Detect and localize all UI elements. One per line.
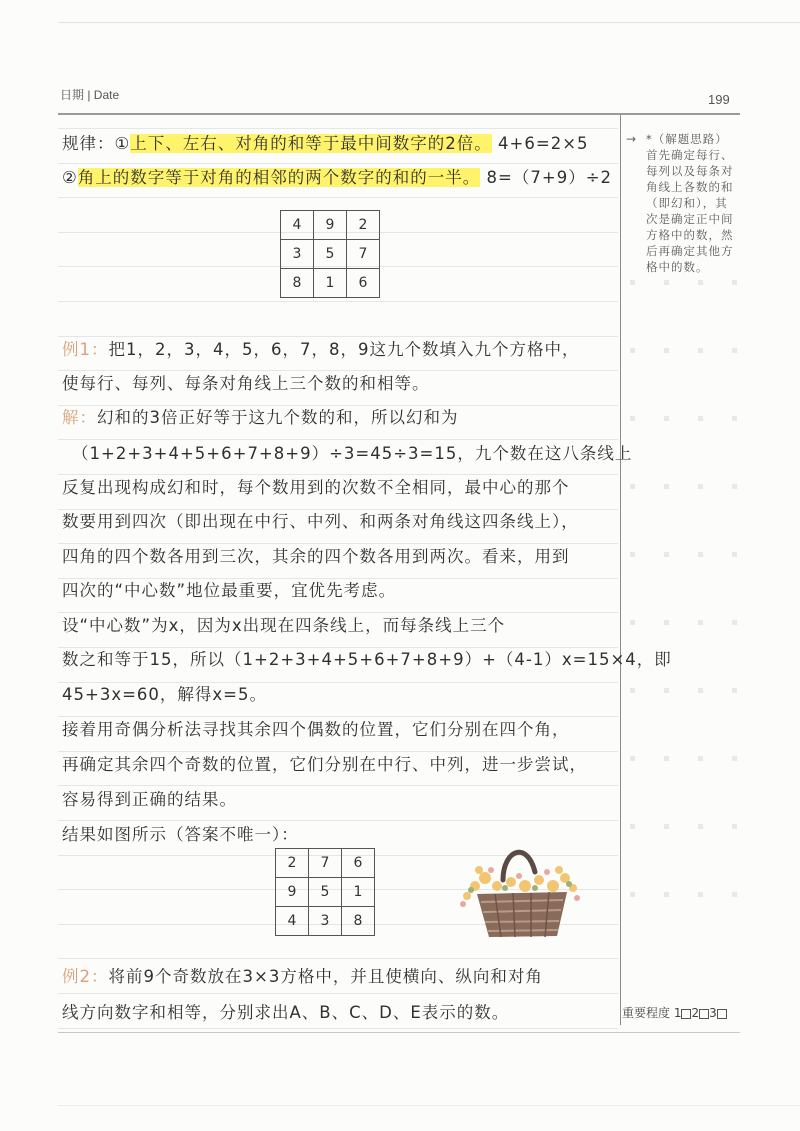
- square2-cell: 7: [309, 849, 342, 878]
- importance-level-3: 3: [709, 1006, 717, 1020]
- rule-item2-equation: 8=（7+9）÷2: [486, 168, 613, 187]
- grid-dot: [698, 824, 703, 829]
- solution-line: （1+2+3+4+5+6+7+8+9）÷3=45÷3=15，九个数在这八条线上: [72, 444, 633, 463]
- solution-label: 解：: [62, 408, 97, 427]
- grid-dot: [664, 552, 669, 557]
- grid-dot: [664, 688, 669, 693]
- solution-line: 结果如图所示（答案不唯一）：: [62, 825, 299, 844]
- square1-cell: 2: [347, 211, 380, 240]
- example1-label: 例1：: [62, 340, 109, 359]
- grid-dot: [630, 892, 635, 897]
- rule-line-1: [62, 130, 589, 154]
- ruled-line: [58, 128, 618, 129]
- grid-dot: [732, 892, 737, 897]
- header-divider: [58, 113, 740, 115]
- date-label: 日期 | Date: [60, 88, 120, 102]
- top-divider: [58, 22, 800, 23]
- example2-label: 例2：: [62, 967, 109, 986]
- square1-cell: 1: [314, 269, 347, 298]
- rule-label: 规律：: [62, 134, 115, 153]
- grid-dot: [732, 416, 737, 421]
- solution-first-line: 幻和的3倍正好等于这九个数的和，所以幻和为: [97, 408, 459, 427]
- grid-dot: [732, 620, 737, 625]
- ruled-line: [58, 301, 618, 302]
- square2-cell: 8: [342, 907, 375, 936]
- square1-cell: 8: [281, 269, 314, 298]
- square1-cell: 6: [347, 269, 380, 298]
- grid-dot: [732, 756, 737, 761]
- example1-line-2: 使每行、每列、每条对角线上三个数的和相等。: [62, 374, 430, 393]
- square2-cell: 2: [276, 849, 309, 878]
- ruled-line: [58, 958, 618, 959]
- grid-dot: [630, 756, 635, 761]
- magic-square-2: [275, 848, 375, 936]
- rule-item2-number: ②: [62, 168, 78, 187]
- solution-line: 四次的“中心数”地位最重要，宜优先考虑。: [62, 581, 397, 600]
- grid-dot: [664, 280, 669, 285]
- grid-dot: [630, 620, 635, 625]
- solution-line: 数要用到四次（即出现在中行、中列、和两条对角线这四条线上），: [62, 512, 579, 531]
- solution-line: 反复出现构成幻和时，每个数用到的次数不全相同，最中心的那个: [62, 478, 570, 497]
- solution-line: 接着用奇偶分析法寻找其余四个偶数的位置，它们分别在四个角，: [62, 720, 570, 739]
- grid-dot: [698, 348, 703, 353]
- grid-dot: [664, 892, 669, 897]
- flower-basket-icon: [455, 842, 585, 942]
- grid-dot: [698, 484, 703, 489]
- grid-dot: [698, 756, 703, 761]
- grid-dot: [732, 484, 737, 489]
- grid-dot: [732, 688, 737, 693]
- importance-level-1: 1: [673, 1006, 682, 1020]
- solution-line: 再确定其余四个奇数的位置，它们分别在中行、中列，进一步尝试，: [62, 755, 587, 774]
- square2-cell: 1: [342, 878, 375, 907]
- solution-line: 数之和等于15，所以（1+2+3+4+5+6+7+8+9）+（4-1）x=15×4，即: [62, 650, 672, 669]
- square2-cell: 5: [309, 878, 342, 907]
- grid-dot: [698, 552, 703, 557]
- bottom-divider: [58, 1032, 740, 1033]
- grid-dot: [732, 280, 737, 285]
- grid-dot: [698, 280, 703, 285]
- solution-line: 四角的四个数各用到三次，其余的四个数各用到两次。看来，用到: [62, 547, 570, 566]
- magic-square-1: [280, 210, 380, 298]
- checkbox-2[interactable]: [699, 1009, 709, 1019]
- grid-dot: [698, 620, 703, 625]
- grid-dot: [630, 348, 635, 353]
- square2-cell: 3: [309, 907, 342, 936]
- example2-text: 将前9个奇数放在3×3方格中，并且使横向、纵向和对角: [108, 967, 543, 986]
- grid-dot: [630, 280, 635, 285]
- grid-dot: [698, 892, 703, 897]
- square2-cell: 6: [342, 849, 375, 878]
- square1-cell: 7: [347, 240, 380, 269]
- grid-dot: [664, 824, 669, 829]
- square1-cell: 9: [314, 211, 347, 240]
- grid-dot: [732, 552, 737, 557]
- grid-dot: [630, 552, 635, 557]
- grid-dot: [630, 824, 635, 829]
- checkbox-1[interactable]: [681, 1009, 691, 1019]
- square1-cell: 5: [314, 240, 347, 269]
- grid-dot: [664, 620, 669, 625]
- grid-dot: [630, 688, 635, 693]
- checkbox-3[interactable]: [717, 1009, 727, 1019]
- example1-text: 把1，2，3，4，5，6，7，8，9这九个数填入九个方格中，: [108, 340, 580, 359]
- grid-dot: [630, 484, 635, 489]
- rule-item1-equation: 4+6=2×5: [498, 134, 589, 153]
- side-note: *（解题思路）首先确定每行、每列以及每条对角线上各数的和（即幻和），其次是确定正中间方格中的数，然后再确定其他方格中的数。: [646, 132, 734, 274]
- importance-label: 重要程度: [622, 1006, 671, 1020]
- page-number: 199: [708, 92, 730, 107]
- square1-cell: 4: [281, 211, 314, 240]
- rule-item1-number: ①: [114, 134, 131, 153]
- ruled-line: [58, 1028, 618, 1029]
- grid-dot: [630, 416, 635, 421]
- grid-dot: [664, 348, 669, 353]
- grid-dot: [698, 416, 703, 421]
- right-arrow-icon: →: [626, 132, 637, 146]
- dot-grid: [625, 240, 745, 940]
- rule-item1-text: 上下、左右、对角的和等于最中间数字的2倍。: [130, 134, 492, 153]
- solution-line: 45+3x=60，解得x=5。: [62, 685, 267, 704]
- importance-rating: [622, 1004, 727, 1021]
- grid-dot: [698, 688, 703, 693]
- grid-dot: [732, 824, 737, 829]
- ruled-line: [58, 993, 618, 994]
- example2-line-1: [62, 963, 543, 987]
- solution-line: 设“中心数”为x，因为x出现在四条线上，而每条线上三个: [62, 616, 506, 635]
- example2-line-2: 线方向数字和相等，分别求出A、B、C、D、E表示的数。: [62, 1003, 510, 1022]
- solution-line-1: [62, 404, 459, 428]
- rule-item2-text: 角上的数字等于对角的相邻的两个数字的和的一半。: [77, 168, 481, 187]
- footer-divider: [58, 1105, 800, 1106]
- importance-level-2: 2: [691, 1006, 700, 1020]
- square2-cell: 9: [276, 878, 309, 907]
- solution-line: 容易得到正确的结果。: [62, 790, 237, 809]
- square1-cell: 3: [281, 240, 314, 269]
- ruled-line: [58, 197, 618, 198]
- grid-dot: [664, 416, 669, 421]
- grid-dot: [664, 484, 669, 489]
- rule-line-2: [62, 164, 612, 188]
- grid-dot: [664, 756, 669, 761]
- grid-dot: [732, 348, 737, 353]
- example1-line-1: [62, 336, 579, 360]
- margin-divider: [620, 115, 621, 1025]
- square2-cell: 4: [276, 907, 309, 936]
